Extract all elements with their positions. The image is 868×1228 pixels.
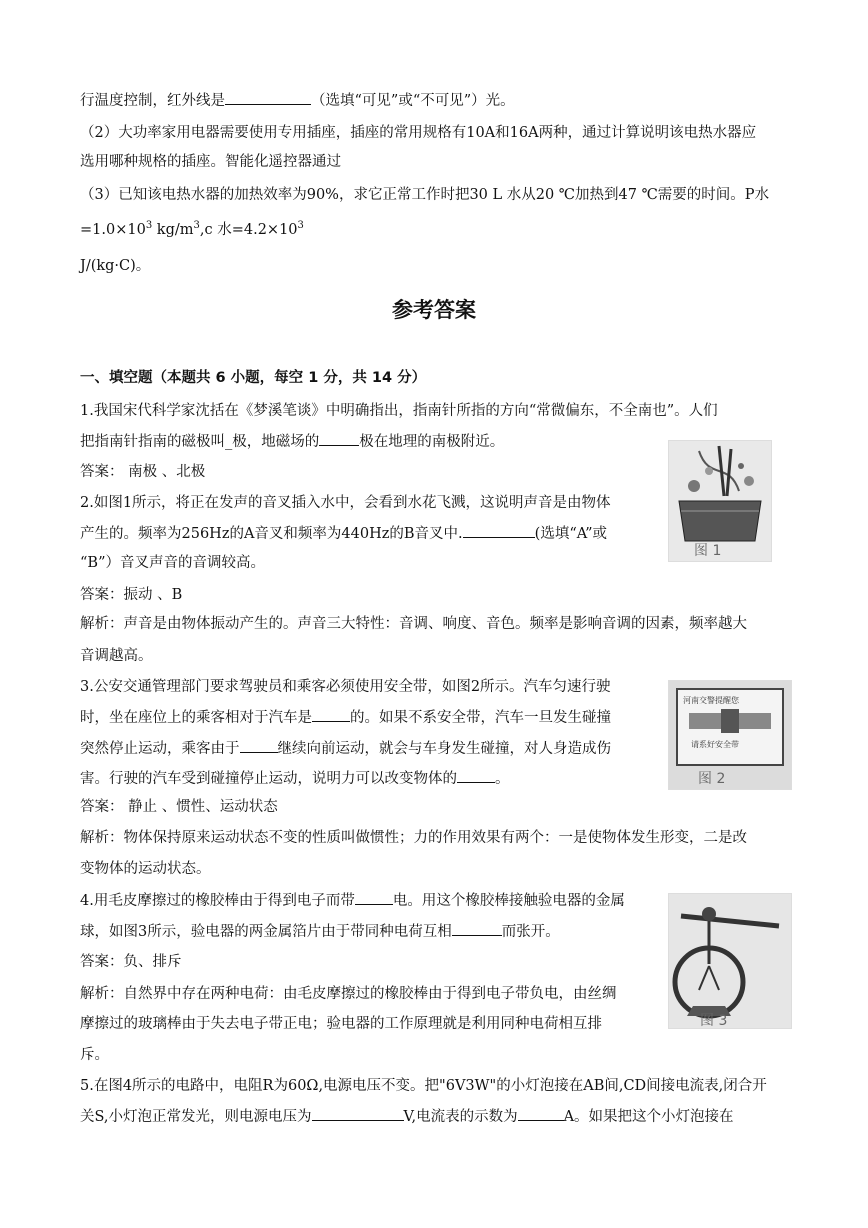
q4-answer: 答案：负、排斥 [80,954,182,970]
electroscope-image [669,894,791,1028]
q5-line-1: 5.在图4所示的电路中，电阻R为60Ω,电源电压不变。把"6V3W"的小灯泡接在AB间,CD间接电流表,闭合开 [80,1078,767,1094]
answer-blank [240,738,278,753]
q3-answer: 答案： 静止 、惯性、运动状态 [80,799,278,815]
q4-line-2 [80,921,560,942]
q3-line-3 [80,738,611,759]
text: 极在地理的南极附近。 [359,434,505,450]
answer-blank [312,707,350,722]
text: A。如果把这个小灯泡接在 [563,1109,734,1125]
answer-blank [355,890,393,905]
text: 。 [495,771,510,787]
q2-analysis-2: 音调越高。 [80,648,153,664]
text: （选填“可见”或“不可见”）光。 [311,93,515,109]
figure-3-label: 图 3 [700,1013,728,1029]
q3-line-2 [80,707,611,728]
prev-line-6: J/(kg·C)。 [80,258,151,274]
text: 球，如图3所示，验电器的两金属箔片由于带同种电荷互相 [80,924,452,940]
figure-2-label: 图 2 [698,771,726,787]
text: kg/m [152,221,194,238]
q2-line-3: “B”）音叉声音的音调较高。 [80,555,265,571]
text: 4.用毛皮摩擦过的橡胶棒由于得到电子而带 [80,893,355,909]
answer-blank [452,921,502,936]
answer-blank [312,1106,404,1121]
prev-line-5 [80,216,304,240]
text: 时，坐在座位上的乘客相对于汽车是 [80,710,312,726]
text: ,c 水=4.2×10 [199,221,298,238]
text: 而张开。 [501,924,560,940]
q2-line-1: 2.如图1所示，将正在发声的音叉插入水中，会看到水花飞溅，这说明声音是由物体 [80,495,611,511]
prev-line-1 [80,90,515,111]
q3-analysis-2: 变物体的运动状态。 [80,861,211,877]
q3-line-1: 3.公安交通管理部门要求驾驶员和乘客必须使用安全带，如图2所示。汽车匀速行驶 [80,679,611,695]
q4-analysis-3: 斥。 [80,1047,109,1063]
figure-2-seatbelt-sign [668,680,792,790]
text: =1.0×10 [80,221,146,238]
answer-blank [463,523,535,538]
prev-line-3: 选用哪种规格的插座。智能化遥控器通过 [80,154,341,170]
text: 行温度控制，红外线是 [80,93,225,109]
text: 产生的。频率为256Hz的A音叉和频率为440Hz的B音叉中. [80,526,463,542]
q2-answer: 答案：振动 、B [80,587,183,603]
sign-bottom-text: 请系好安全带 [691,740,739,749]
prev-line-2: （2）大功率家用电器需要使用专用插座，插座的常用规格有10A和16A两种，通过计算说明该电热水器应 [80,125,757,141]
q3-line-4 [80,768,510,789]
superscript: 3 [145,220,153,231]
q4-analysis-2: 摩擦过的玻璃棒由于失去电子带正电；验电器的工作原理就是利用同种电荷相互排 [80,1016,602,1032]
text: 把指南针指南的磁极叫_极，地磁场的 [80,434,320,450]
answer-blank [225,90,311,105]
prev-line-4: （3）已知该电热水器的加热效率为90%，求它正常工作时把30 L 水从20 ℃加热到47 ℃需要的时间。P水 [80,187,770,203]
q2-analysis-1: 解析：声音是由物体振动产生的。声音三大特性：音调、响度、音色。频率是影响音调的因素，频率越大 [80,616,747,632]
text: 害。行驶的汽车受到碰撞停止运动，说明力可以改变物体的 [80,771,457,787]
superscript: 3 [297,220,304,231]
text: 关S,小灯泡正常发光，则电源电压为 [80,1109,312,1125]
text: V,电流表的示数为 [403,1109,518,1125]
superscript: 3 [193,220,200,231]
text: (选填“A”或 [534,526,607,542]
text: 继续向前运动，就会与车身发生碰撞，对人身造成伤 [277,741,611,757]
page-title: 参考答案 [392,298,476,322]
q1-line-1: 1.我国宋代科学家沈括在《梦溪笔谈》中明确指出，指南针所指的方向“常微偏东，不全南也”。人们 [80,403,718,419]
q2-line-2 [80,523,607,544]
q4-line-1 [80,890,625,911]
section-heading: 一、填空题（本题共 6 小题，每空 1 分，共 14 分） [80,370,427,386]
text: 突然停止运动，乘客由于 [80,741,240,757]
q5-line-2 [80,1106,734,1127]
q3-analysis-1: 解析：物体保持原来运动状态不变的性质叫做惯性；力的作用效果有两个：一是使物体发生形变，二是改 [80,830,747,846]
sign-top-text: 河南交警提醒您 [683,696,739,705]
text: 电。用这个橡胶棒接触验电器的金属 [392,893,625,909]
answer-blank [319,431,359,446]
figure-3-electroscope [668,893,792,1029]
q1-answer: 答案： 南极 、北极 [80,464,206,480]
figure-1-label: 图 1 [694,543,722,559]
answer-blank [518,1106,564,1121]
q4-analysis-1: 解析：自然界中存在两种电荷：由毛皮摩擦过的橡胶棒由于得到电子带负电，由丝绸 [80,986,617,1002]
q1-line-2 [80,431,504,452]
text: 的。如果不系安全带，汽车一旦发生碰撞 [350,710,611,726]
answer-blank [457,768,495,783]
